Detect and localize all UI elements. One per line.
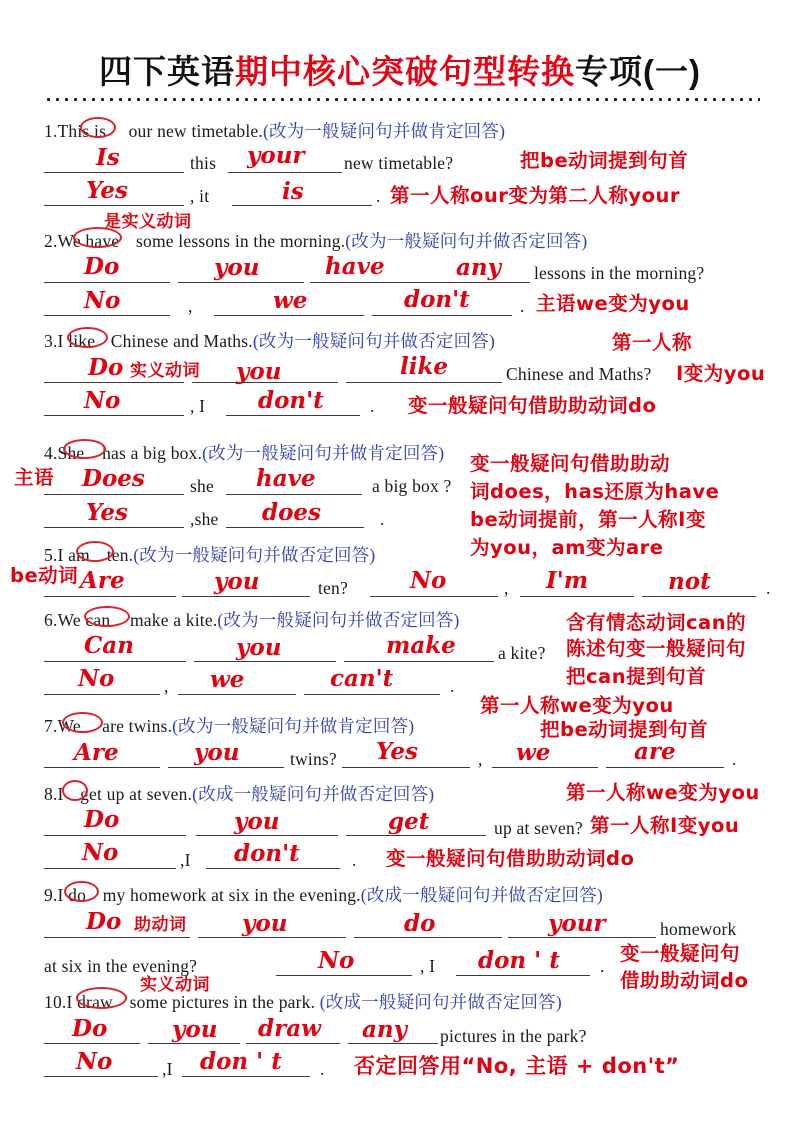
exercise-6-circled-word: can: [85, 610, 111, 630]
answer-line-10a[interactable]: [44, 1043, 140, 1044]
answer-line-8b[interactable]: [196, 835, 338, 836]
note-6-1: 含有情态动词can的: [566, 611, 747, 634]
answer-9-4: your: [548, 910, 606, 937]
exercise-9-circled-word: do: [68, 885, 87, 905]
answer-line-5a[interactable]: [44, 596, 176, 597]
exercise-5-circled-word: am: [68, 545, 90, 565]
note-4-1: 主语: [14, 466, 55, 489]
exercise-8-prompt: [44, 781, 434, 806]
answer-5-2: you: [214, 568, 260, 595]
note-2-1: 是实义动词: [104, 212, 192, 232]
answer-line-3e[interactable]: [226, 415, 360, 416]
note-3-4: 变一般疑问句借助助动词do: [408, 394, 657, 417]
note-3-2: 实义动词: [130, 361, 200, 381]
answer-3-1: Do: [88, 354, 124, 381]
answer-3-4: No: [84, 387, 121, 414]
answer-line-2c[interactable]: [310, 282, 430, 283]
note-3-1: 第一人称: [612, 331, 693, 354]
answer-3-5: don't: [258, 387, 324, 414]
answer-line-4c[interactable]: [44, 527, 184, 528]
answer-line-5b[interactable]: [182, 596, 310, 597]
answer-2-5: No: [84, 287, 121, 314]
static-6-2: ,: [164, 676, 169, 696]
answer-10-4: any: [362, 1016, 407, 1043]
answer-line-10e[interactable]: [44, 1076, 158, 1077]
answer-line-9f[interactable]: [456, 975, 590, 976]
static-7-1: twins?: [290, 749, 337, 769]
static-9-2: at six in the evening?: [44, 956, 198, 976]
answer-line-2f[interactable]: [214, 315, 364, 316]
static-2-3: .: [520, 296, 525, 316]
exercise-4-number: 4.: [44, 443, 58, 463]
answer-8-2: you: [234, 808, 280, 835]
exercise-9-number: 9.I: [44, 885, 64, 905]
static-3-2: , I: [190, 396, 206, 416]
circle-marker-draw: [76, 987, 127, 1009]
exercise-8-rest: get up at seven.: [80, 784, 193, 804]
answer-5-4: I'm: [546, 567, 589, 594]
answer-line-8c[interactable]: [346, 835, 486, 836]
answer-7-5: are: [634, 738, 676, 765]
answer-line-4d[interactable]: [226, 527, 364, 528]
exercise-4-rest: has a big box.: [102, 443, 203, 463]
static-8-2: ,I: [180, 850, 191, 870]
answer-line-9a[interactable]: [44, 937, 190, 938]
answer-line-1a[interactable]: [44, 172, 184, 173]
answer-7-2: you: [194, 739, 240, 766]
exercise-6-number: 6.We: [44, 610, 81, 630]
answer-line-7a[interactable]: [44, 767, 160, 768]
exercise-1-instruction: (改为一般疑问句并做肯定回答): [262, 121, 506, 141]
answer-3-2: you: [236, 358, 282, 385]
exercise-8-instruction: (改成一般疑问句并做否定回答): [192, 784, 435, 804]
static-4-4: .: [380, 509, 385, 529]
answer-8-3: get: [388, 808, 430, 835]
exercise-1-rest: our new timetable.: [128, 121, 263, 141]
answer-2-6: we: [273, 287, 308, 314]
static-10-1: pictures in the park?: [440, 1026, 587, 1046]
static-5-1: ten?: [318, 578, 348, 598]
note-9-3: 借助助动词do: [620, 969, 749, 992]
answer-6-1: Can: [84, 632, 134, 659]
answer-10-6: don ' t: [200, 1048, 282, 1075]
answer-8-1: Do: [84, 806, 120, 833]
circle-marker-am: [76, 541, 114, 562]
exercise-9-rest: my homework at six in the evening.: [102, 885, 361, 905]
exercise-2-instruction: (改为一般疑问句并做否定回答): [345, 231, 588, 251]
answer-1-1: Is: [96, 144, 120, 171]
exercise-5-number: 5.I: [44, 545, 64, 565]
answer-6-4: No: [78, 665, 115, 692]
answer-line-2d[interactable]: [420, 282, 530, 283]
note-7-1: 第一人称we变为you: [480, 694, 674, 717]
static-6-1: a kite?: [498, 643, 546, 663]
answer-8-4: No: [82, 839, 119, 866]
note-6-2: 陈述句变一般疑问句: [566, 637, 747, 660]
answer-line-3a[interactable]: [44, 382, 184, 383]
exercise-5-instruction: (改为一般疑问句并做否定回答): [133, 545, 376, 565]
answer-5-1: Are: [80, 567, 125, 594]
static-4-1: she: [190, 476, 214, 496]
exercise-4-instruction: (改为一般疑问句并做肯定回答): [202, 443, 445, 463]
static-9-4: .: [600, 956, 605, 976]
static-2-1: lessons in the morning?: [534, 263, 705, 283]
answer-line-9b[interactable]: [198, 937, 346, 938]
exercise-3-rest: Chinese and Maths.: [110, 331, 253, 351]
title-part1: 四下英语: [99, 53, 235, 90]
answer-line-10f[interactable]: [182, 1076, 310, 1077]
note-10-2: 否定回答用“No, 主语 + don't”: [354, 1054, 680, 1078]
exercise-9-prompt: [44, 882, 603, 907]
static-8-3: .: [352, 850, 357, 870]
answer-line-7c[interactable]: [342, 767, 470, 768]
answer-10-1: Do: [72, 1015, 108, 1042]
exercise-3-instruction: (改为一般疑问句并做否定回答): [252, 331, 495, 351]
static-9-3: , I: [420, 956, 436, 976]
answer-5-3: No: [410, 567, 447, 594]
exercise-7-number: 7.: [44, 716, 58, 736]
static-5-3: .: [766, 578, 771, 598]
answer-line-1c[interactable]: [44, 205, 184, 206]
answer-line-6e[interactable]: [178, 694, 296, 695]
exercise-6-rest: make a kite.: [129, 610, 218, 630]
answer-line-2e[interactable]: [44, 315, 170, 316]
answer-line-6a[interactable]: [44, 661, 186, 662]
circle-marker-we: [62, 712, 103, 733]
exercise-10-instruction: (改成一般疑问句并做否定回答): [319, 992, 562, 1012]
circle-marker-can: [84, 606, 130, 627]
static-6-3: .: [450, 676, 455, 696]
exercise-10-circled-word: draw: [77, 992, 113, 1012]
exercise-8-circled-word: I: [57, 784, 64, 804]
static-8-1: up at seven?: [494, 818, 583, 838]
answer-5-5: not: [668, 568, 711, 595]
exercise-1-subject: This: [57, 121, 90, 141]
answer-line-5c[interactable]: [370, 596, 498, 597]
note-8-3: 变一般疑问句借助助动词do: [386, 847, 635, 870]
answer-7-3: Yes: [376, 738, 419, 765]
exercise-3-number: 3.I: [44, 331, 64, 351]
static-9-1: homework: [660, 919, 737, 939]
answer-line-6d[interactable]: [44, 694, 160, 695]
static-10-2: ,I: [162, 1059, 173, 1079]
static-1-1: this: [190, 153, 217, 173]
exercise-7-instruction: (改为一般疑问句并做肯定回答): [172, 716, 415, 736]
circle-marker-do: [64, 881, 99, 902]
answer-line-9e[interactable]: [276, 975, 412, 976]
answer-line-7e[interactable]: [606, 767, 724, 768]
title-highlight: 期中核心突破句型转换: [235, 53, 575, 90]
note-7-2: 把be动词提到句首: [540, 718, 709, 741]
static-2-2: ,: [188, 296, 193, 316]
static-3-3: .: [370, 396, 375, 416]
note-4-2: 变一般疑问句借助助动: [470, 452, 671, 475]
note-5-2: be动词提前，第一人称I变: [470, 508, 706, 531]
page-title: [0, 46, 800, 93]
answer-line-8d[interactable]: [44, 868, 176, 869]
answer-line-7b[interactable]: [168, 767, 284, 768]
answer-4-4: does: [262, 499, 322, 526]
answer-10-2: you: [172, 1016, 218, 1043]
note-9-2: 变一般疑问句: [620, 942, 741, 965]
title-part2: 专项(一): [575, 53, 701, 90]
answer-6-3: make: [386, 632, 456, 659]
title-divider: [44, 97, 760, 102]
answer-9-3: do: [404, 910, 436, 937]
note-3-3: I变为you: [676, 362, 766, 385]
exercise-6-instruction: (改为一般疑问句并做否定回答): [217, 610, 460, 630]
answer-line-6c[interactable]: [344, 661, 494, 662]
exercise-2-number: 2.: [44, 231, 58, 251]
answer-line-5e[interactable]: [642, 596, 756, 597]
exercise-3-circled-word: like: [68, 331, 96, 351]
exercise-7-circled-word: We: [57, 716, 81, 736]
circle-marker-like: [67, 327, 108, 348]
exercise-7-rest: are twins.: [102, 716, 173, 736]
exercise-2-rest: some lessons in the morning.: [135, 231, 346, 251]
note-5-1: be动词: [10, 564, 79, 587]
note-8-2: 第一人称I变you: [590, 814, 740, 837]
circle-marker-is: [80, 117, 116, 138]
static-1-2: new timetable?: [344, 153, 454, 173]
answer-line-2b[interactable]: [178, 282, 304, 283]
answer-2-1: Do: [84, 253, 120, 280]
answer-3-3: like: [400, 353, 449, 380]
note-9-1: 助动词: [134, 915, 187, 935]
answer-10-5: No: [76, 1048, 113, 1075]
answer-4-1: Does: [82, 465, 145, 492]
exercise-2-subject: We: [57, 231, 81, 251]
note-5-3: 为you，am变为are: [470, 536, 664, 559]
answer-line-10b[interactable]: [148, 1043, 240, 1044]
answer-2-7: don't: [404, 286, 470, 313]
answer-2-2: you: [214, 254, 260, 281]
exercise-8-number: 8.: [44, 784, 58, 804]
exercise-2-circled-word: have: [85, 231, 120, 251]
static-4-2: a big box ?: [372, 476, 452, 496]
note-10-1: 实义动词: [140, 975, 210, 995]
exercise-5-rest: ten.: [106, 545, 134, 565]
static-3-1: Chinese and Maths?: [506, 364, 652, 384]
answer-line-10d[interactable]: [348, 1043, 438, 1044]
static-5-2: ,: [504, 578, 509, 598]
exercise-3-prompt: [44, 328, 495, 353]
exercise-10-number: 10.I: [44, 992, 73, 1012]
answer-line-8e[interactable]: [206, 868, 340, 869]
answer-1-2: your: [247, 142, 305, 169]
answer-line-4a[interactable]: [44, 494, 184, 495]
answer-4-2: have: [256, 465, 316, 492]
answer-line-6b[interactable]: [194, 661, 336, 662]
answer-line-6f[interactable]: [304, 694, 440, 695]
answer-line-3c[interactable]: [346, 382, 502, 383]
static-1-3: , it: [190, 186, 210, 206]
answer-8-5: don't: [234, 840, 300, 867]
static-1-4: .: [376, 186, 381, 206]
answer-2-4: any: [456, 254, 501, 281]
note-1-1: 把be动词提到句首: [520, 149, 689, 172]
answer-line-1d[interactable]: [232, 205, 372, 206]
exercise-1-circled-word: is: [94, 121, 107, 141]
answer-7-4: we: [516, 739, 551, 766]
answer-10-3: draw: [258, 1015, 321, 1042]
answer-9-5: No: [318, 947, 355, 974]
note-8-1: 第一人称we变为you: [566, 781, 760, 804]
answer-4-3: Yes: [86, 499, 129, 526]
note-2-2: 主语we变为you: [536, 292, 690, 315]
answer-6-5: we: [210, 666, 245, 693]
static-7-3: .: [732, 749, 737, 769]
answer-6-2: you: [236, 634, 282, 661]
answer-line-7d[interactable]: [492, 767, 598, 768]
circle-marker-she: [63, 439, 106, 459]
note-1-2: 第一人称our变为第二人称your: [390, 184, 681, 207]
answer-9-1: Do: [86, 908, 122, 935]
answer-2-3: have: [325, 253, 385, 280]
static-7-2: ,: [478, 749, 483, 769]
answer-1-3: Yes: [86, 177, 129, 204]
note-6-3: 把can提到句首: [566, 665, 707, 688]
answer-line-3d[interactable]: [44, 415, 184, 416]
answer-6-6: can't: [330, 665, 394, 692]
answer-line-2g[interactable]: [372, 315, 512, 316]
answer-1-4: is: [282, 178, 304, 205]
note-4-3: 词does，has还原为have: [470, 480, 720, 503]
answer-line-9c[interactable]: [354, 937, 502, 938]
answer-line-4b[interactable]: [226, 494, 362, 495]
exercise-4-circled-word: She: [57, 443, 85, 463]
static-4-3: ,she: [190, 509, 219, 529]
answer-9-6: don ' t: [478, 947, 560, 974]
answer-line-1b[interactable]: [228, 172, 342, 173]
answer-7-1: Are: [74, 739, 119, 766]
answer-line-10c[interactable]: [246, 1043, 340, 1044]
exercise-1-number: 1.: [44, 121, 58, 141]
circle-marker-i8: [62, 780, 88, 801]
circle-marker-have: [73, 227, 122, 248]
answer-9-2: you: [242, 910, 288, 937]
static-10-3: .: [320, 1059, 325, 1079]
answer-line-5d[interactable]: [520, 596, 634, 597]
exercise-9-instruction: (改成一般疑问句并做否定回答): [360, 885, 603, 905]
answer-line-2a[interactable]: [44, 282, 170, 283]
answer-line-8a[interactable]: [44, 835, 186, 836]
exercise-10-rest: some pictures in the park.: [129, 992, 316, 1012]
exercise-2-prompt: [44, 228, 587, 253]
